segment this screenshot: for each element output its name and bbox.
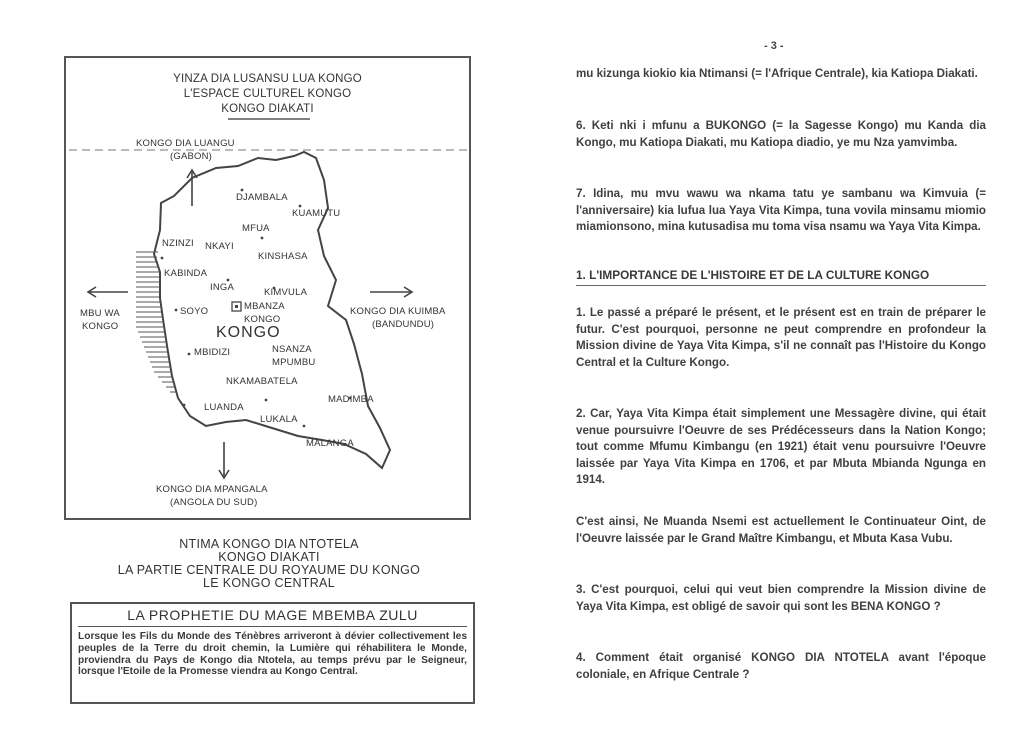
para-7: 7. Idina, mu mvu wawu wa nkama tatu ye sambanu wa Kimvuia (= l'anniversaire) kia lufua lua Yaya Vita Kimpa, tuna vovila minsamu miomio miamionsono, mina kutusadisa mu toma visa nsamu wa Yaya Vita Kimpa. bbox=[576, 187, 986, 234]
place-mbanza: MBANZA bbox=[244, 301, 285, 312]
section-heading: 1. L'IMPORTANCE DE L'HISTOIRE ET DE LA CULTURE KONGO bbox=[576, 268, 986, 286]
place-nsanza: NSANZA bbox=[272, 344, 312, 355]
para-s3: 3. C'est pourquoi, celui qui veut bien comprendre la Mission divine de Yaya Vita Kimpa, est obligé de savoir qui sont les BENA KONGO ? bbox=[576, 583, 986, 613]
para-s2b: C'est ainsi, Ne Muanda Nsemi est actuellement le Continuateur Oint, de l'Oeuvre laissée par le Grand Maître Kimbangu, et Mbuta Kasa Vubu. bbox=[576, 515, 986, 545]
para-s4: 4. Comment était organisé KONGO DIA NTOTELA avant l'époque coloniale, en Afrique Centrale ? bbox=[576, 651, 986, 681]
prophecy-text: Lorsque les Fils du Monde des Ténèbres arriveront à dévier collectivement les peuples de la Terre du droit chemin, la Lumière qui réhabilitera le Monde, proviendra du Pays de Kongo dia Ntotela, au temps prévu par le Seigneur, lorsque l'Etoile de la Promesse viendra au Kongo Central. bbox=[78, 631, 467, 678]
south-neighbour-sub: (ANGOLA DU SUD) bbox=[170, 497, 258, 508]
west-neighbour-sub: KONGO bbox=[82, 321, 119, 332]
place-kuamutu: KUAMUTU bbox=[292, 208, 341, 219]
south-neighbour-label: KONGO DIA MPANGALA bbox=[156, 484, 268, 495]
map-title-line-3: KONGO DIAKATI bbox=[221, 103, 314, 115]
north-neighbour-label: KONGO DIA LUANGU bbox=[136, 138, 235, 149]
place-nkamabatela: NKAMABATELA bbox=[226, 376, 298, 387]
prophecy-title: LA PROPHETIE DU MAGE MBEMBA ZULU bbox=[78, 607, 467, 627]
place-mbanza-kongo: KONGO bbox=[244, 314, 281, 325]
place-inga: INGA bbox=[210, 282, 235, 293]
place-mpumbu: MPUMBU bbox=[272, 357, 316, 368]
map-title-line-2: L'ESPACE CULTUREL KONGO bbox=[183, 88, 352, 100]
place-soyo: SOYO bbox=[180, 306, 209, 317]
place-luanda: LUANDA bbox=[204, 402, 244, 413]
east-neighbour-sub: (BANDUNDU) bbox=[372, 319, 435, 330]
map-title-line-1: YINZA DIA LUSANSU LUA KONGO bbox=[173, 73, 362, 85]
para-s1: 1. Le passé a préparé le présent, et le présent est en train de préparer le futur. C'est pourquoi, personne ne peut comprendre en profondeur la Mission divine de Yaya Vita Kimpa, s'il ne connaît pas l'Histoire du Kongo Central et la Culture Kongo. bbox=[576, 306, 986, 369]
para-intro: mu kizunga kiokio kia Ntimansi (= l'Afrique Centrale), kia Katiopa Diakati. bbox=[576, 67, 978, 80]
place-nzinzi: NZINZI bbox=[162, 238, 194, 249]
caption-line-2: KONGO DIAKATI bbox=[218, 550, 320, 564]
prophecy-box bbox=[70, 602, 475, 704]
para-s2: 2. Car, Yaya Vita Kimpa était simplement une Messagère divine, qui était venue poursuivre l'Oeuvre de ses Prédécesseurs dans la Nation Kongo; tout comme Mfumu Kimbangu (en 1921) était venu poursuivre l'Oeuvre laissée par Yaya Vita Kimpa en 1706, et par Mbuta Mbianda Ngunga en 1914. bbox=[576, 407, 986, 487]
place-mfua: MFUA bbox=[242, 223, 270, 234]
place-malanga: MALANGA bbox=[306, 438, 354, 449]
place-nkayi: NKAYI bbox=[205, 241, 234, 252]
place-mbidizi: MBIDIZI bbox=[194, 347, 231, 358]
para-6: 6. Keti nki i mfunu a BUKONGO (= la Sagesse Kongo) mu Kanda dia Kongo, mu Katiopa Diakati, mu Katiopa diadio, ye mu Nza yamvimba. bbox=[576, 119, 986, 149]
east-neighbour-label: KONGO DIA KUIMBA bbox=[350, 306, 446, 317]
place-kabinda: KABINDA bbox=[164, 268, 208, 279]
map-frame bbox=[64, 56, 471, 520]
place-djambala: DJAMBALA bbox=[236, 192, 288, 203]
place-madimba: MADIMBA bbox=[328, 394, 374, 405]
place-lukala: LUKALA bbox=[260, 414, 298, 425]
place-kinshasa: KINSHASA bbox=[258, 251, 308, 262]
west-neighbour-label: MBU WA bbox=[80, 308, 120, 319]
place-kimvula: KIMVULA bbox=[264, 287, 308, 298]
caption-line-3: LA PARTIE CENTRALE DU ROYAUME DU KONGO bbox=[117, 563, 421, 577]
region-label: KONGO bbox=[216, 324, 281, 341]
right-page bbox=[512, 0, 1024, 745]
caption-line-1: NTIMA KONGO DIA NTOTELA bbox=[179, 537, 359, 551]
page-number: - 3 - bbox=[764, 40, 784, 52]
caption-line-4: LE KONGO CENTRAL bbox=[203, 576, 335, 590]
north-neighbour-sub: (GABON) bbox=[170, 151, 213, 162]
